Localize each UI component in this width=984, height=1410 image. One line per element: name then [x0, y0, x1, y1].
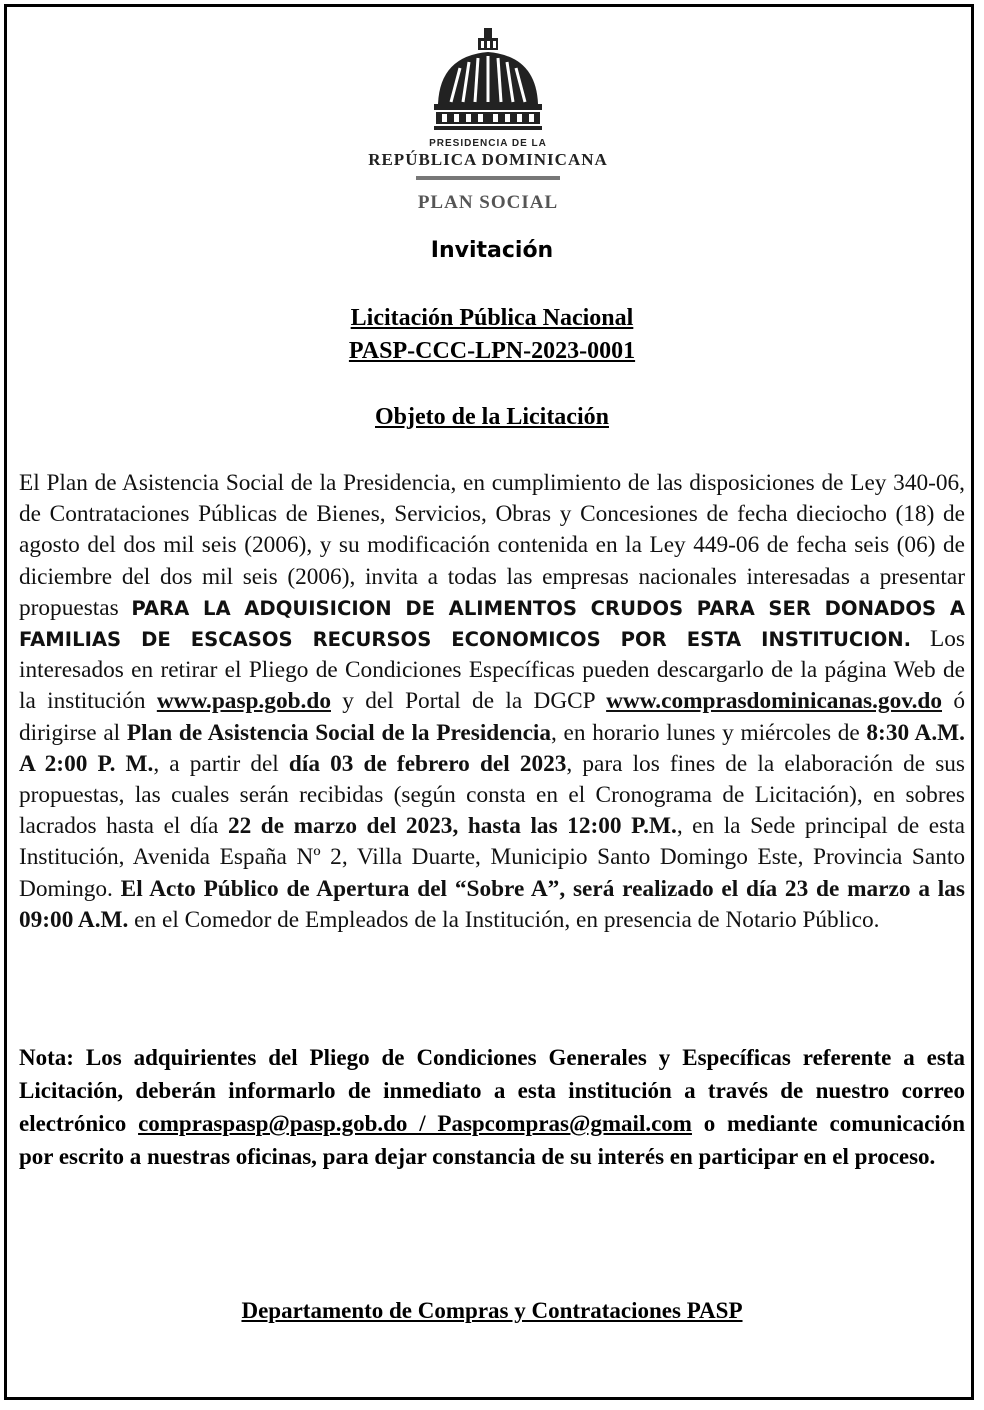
department-signature: Departamento de Compras y Contrataciones PASP — [241, 1298, 743, 1323]
invitation-body — [19, 468, 965, 936]
body-text: , en la Sede principal de esta Institución, Avenida España Nº 2, Villa Duarte, Municipio Santo Domingo Este, Provincia Santo Domingo. — [19, 813, 965, 902]
body-bold: día 03 de febrero del 2023 — [288, 750, 567, 777]
body-text: y del Portal de la DGCP — [330, 688, 607, 715]
body-text: Los interesados en retirar el Pliego de Condiciones Específicas pueden descargarlo de la página Web de la institución — [19, 626, 966, 715]
logo-line-2: REPÚBLICA DOMINICANA — [368, 150, 608, 169]
note-text: Nota: Los adquirientes del Pliego de Condiciones Generales y Específicas referente a esta Licitación, deberán informarlo de inmediato a esta institución a través de nuestro correo electrónico — [19, 1045, 965, 1136]
presidency-logo — [368, 26, 608, 216]
email-link[interactable]: compraspasp@pasp.gob.do / Paspcompras@gmail.com — [138, 1111, 692, 1136]
tender-code: PASP-CCC-LPN-2023-0001 — [348, 338, 636, 364]
tender-title: Licitación Pública Nacional — [350, 305, 634, 331]
tender-object-heading: Objeto de la Licitación — [375, 404, 609, 430]
institution-website-link[interactable]: www.pasp.gob.do — [156, 688, 331, 715]
logo-line-1: PRESIDENCIA DE LA — [429, 138, 547, 149]
body-text: , para los fines de la elaboración de sus propuestas, las cuales serán recibidas (según consta en el Cronograma de Licitación), en sobres lacrados hasta el día — [19, 750, 965, 840]
dome-icon — [368, 26, 608, 138]
body-text: , a partir del — [153, 750, 289, 777]
body-text: El Plan de Asistencia Social de la Presidencia, en cumplimiento de las disposiciones de Ley 340-06, de Contrataciones Públicas de Bienes, Servicios, Obras y Concesiones de fecha dieciocho (18) de agosto del dos mil seis (2006), y su modificación contenida en la Ley 449-06 de fecha seis (06) de diciembre del dos mil seis (2006), invita a todas las empresas nacionales interesadas a presentar propuestas — [19, 470, 965, 621]
note-paragraph — [19, 1041, 965, 1173]
dgcp-portal-link[interactable]: www.comprasdominicanas.gov.do — [606, 688, 943, 715]
note-text: o mediante comunicación por escrito a nuestras oficinas, para dejar constancia de su interés en participar en el proceso. — [19, 1111, 965, 1169]
invitation-heading: Invitación — [430, 238, 554, 263]
logo-line-3: PLAN SOCIAL — [417, 192, 559, 213]
body-bold: 22 de marzo del 2023, hasta las 12:00 P.M. — [227, 813, 677, 840]
body-bold: 8:30 A.M. A 2:00 P. M. — [19, 719, 965, 777]
logo-divider — [416, 176, 560, 180]
body-bold: Plan de Asistencia Social de la Presidencia — [126, 719, 552, 746]
body-text: , en horario lunes y miércoles de — [551, 719, 867, 746]
body-bold: El Acto Público de Apertura del “Sobre A”, será realizado el día 23 de marzo a las 09:00 A.M. — [19, 875, 965, 933]
body-text: en el Comedor de Empleados de la Institución, en presencia de Notario Público. — [128, 906, 880, 933]
body-bold-object: PARA LA ADQUISICION DE ALIMENTOS CRUDOS PARA SER DONADOS A FAMILIAS DE ESCASOS RECURSOS ECONOMICOS POR ESTA INSTITUCION. — [19, 596, 965, 652]
body-text: ó dirigirse al — [19, 688, 965, 746]
